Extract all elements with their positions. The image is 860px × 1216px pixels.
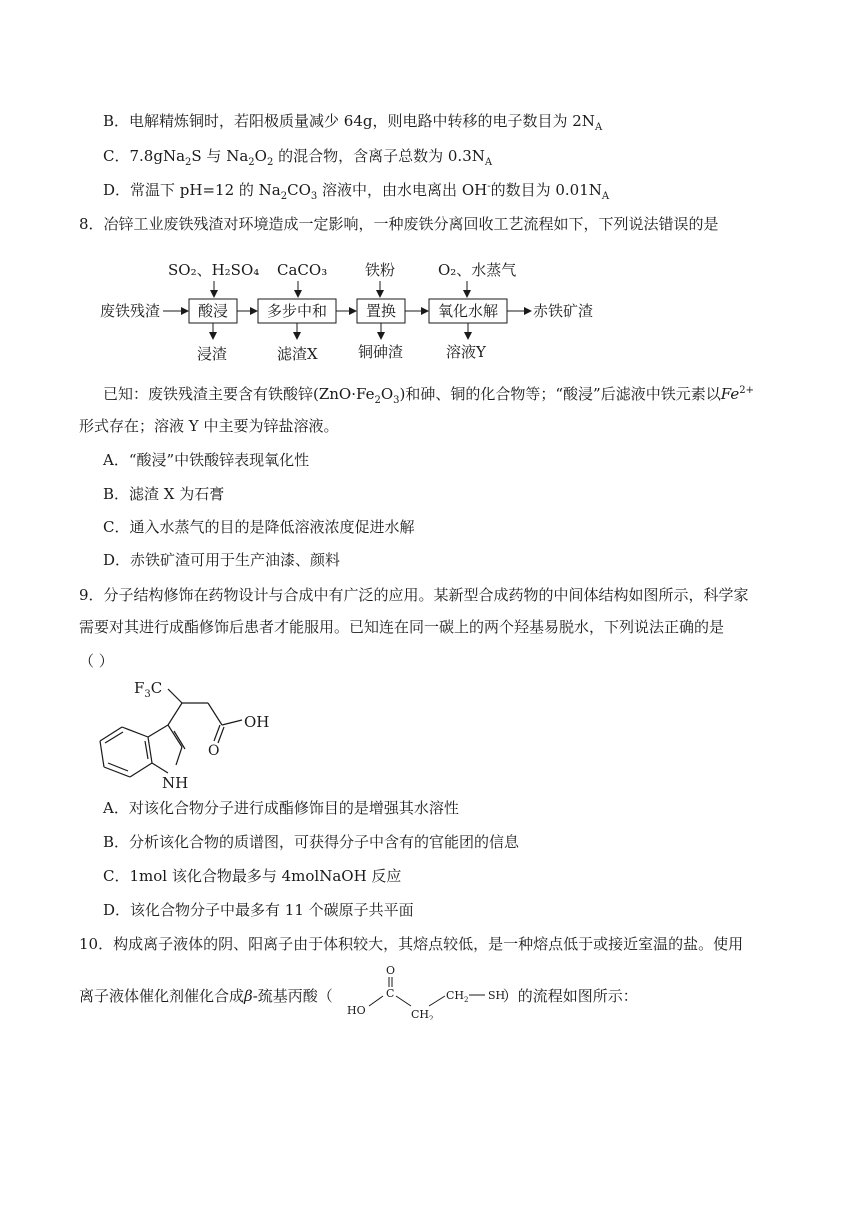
q8-option-b: B．滤渣 X 为石膏: [103, 485, 225, 503]
q10-molecule-structure: [345, 962, 520, 1020]
step-4: 氧化水解: [437, 302, 499, 320]
q9-option-a: A．对该化合物分子进行成酯修饰目的是增强其水溶性: [103, 799, 459, 817]
step-2: 多步中和: [266, 302, 328, 320]
svg-text:CH2: $CH_2$: [411, 1008, 434, 1020]
flow-input: 废铁残渣: [100, 302, 161, 320]
svg-text:C: C: [386, 987, 395, 1000]
q9-stem-1: 9．分子结构修饰在药物设计与合成中有广泛的应用。某新型合成药物的中间体结构如图所示，科学家: [79, 586, 749, 604]
q9-stem-2: 需要对其进行成酯修饰后患者才能服用。已知连在同一碳上的两个羟基易脱水，下列说法正确的是: [79, 618, 725, 636]
q8-known-line-1: 已知：废铁残渣主要含有铁酸锌$(ZnO\cdot Fe_2O_3)$和砷、铜的化合物等；“酸浸”后滤液中铁元素以$Fe^{2+}$: [103, 385, 754, 406]
q9-option-c: C．1mol 该化合物最多与 4molNaOH 反应: [103, 867, 402, 885]
svg-text:HO: HO: [347, 1004, 366, 1017]
svg-text:O: O: [208, 743, 220, 759]
q8-option-d: D．赤铁矿渣可用于生产油漆、颜料: [103, 551, 341, 569]
svg-text:NH: NH: [162, 774, 189, 792]
q8-option-a: A．“酸浸”中铁酸锌表现氧化性: [103, 451, 310, 469]
q7-option-b: B．电解精炼铜时，若阳极质量减少 64g，则电路中转移的电子数目为 $2N_A$: [103, 112, 603, 133]
q10-stem-2: 离子液体催化剂催化合成β-巯基丙酸（ ）的流程如图所示：: [79, 987, 638, 1005]
q8-flow-diagram: [95, 255, 615, 365]
q9-molecule-structure: [90, 675, 290, 800]
svg-text:OH: OH: [244, 713, 270, 731]
q9-option-b: B．分析该化合物的质谱图，可获得分子中含有的官能团的信息: [103, 833, 520, 851]
reagent-1: SO₂、H₂SO₄: [168, 261, 260, 279]
reagent-4: O₂、水蒸气: [438, 261, 517, 279]
q10-stem-1: 10．构成离子液体的阴、阳离子由于体积较大，其熔点较低，是一种熔点低于或接近室温的盐。使用: [79, 935, 744, 953]
flow-output: 赤铁矿渣: [533, 302, 594, 320]
byproduct-2: 滤渣X: [277, 345, 318, 363]
reagent-3: 铁粉: [365, 261, 396, 279]
byproduct-4: 溶液Y: [446, 343, 486, 361]
svg-text:CH2: $CH_2$: [446, 989, 469, 1004]
svg-text:SH: SH: [488, 989, 506, 1002]
q8-known-line-2: 形式存在；溶液 Y 中主要为锌盐溶液。: [79, 417, 339, 435]
byproduct-3: 铜砷渣: [358, 343, 404, 361]
q8-stem: 8．冶锌工业废铁残渣对环境造成一定影响，一种废铁分离回收工艺流程如下，下列说法错误的是: [79, 215, 719, 233]
q7-option-d: D．常温下 pH=12 的 $Na_2CO_3$ 溶液中，由水电离出 OH-的数目为 $0.01N_A$: [103, 181, 610, 202]
q8-option-c: C．通入水蒸气的目的是降低溶液浓度促进水解: [103, 518, 415, 536]
svg-text:O: O: [386, 964, 396, 977]
q7-option-c: C．7.8gNa$_2$S 与 $Na_2O_2$ 的混合物，含离子总数为 $0.3N_A$: [103, 147, 493, 168]
step-3: 置换: [365, 302, 397, 320]
reagent-2: CaCO₃: [277, 261, 328, 279]
byproduct-1: 浸渣: [197, 345, 228, 363]
step-1: 酸浸: [197, 302, 229, 320]
svg-text:F3C: $F_3C$: [134, 679, 163, 700]
q9-paren: （ ）: [79, 652, 114, 670]
q9-option-d: D．该化合物分子中最多有 11 个碳原子共平面: [103, 901, 414, 919]
